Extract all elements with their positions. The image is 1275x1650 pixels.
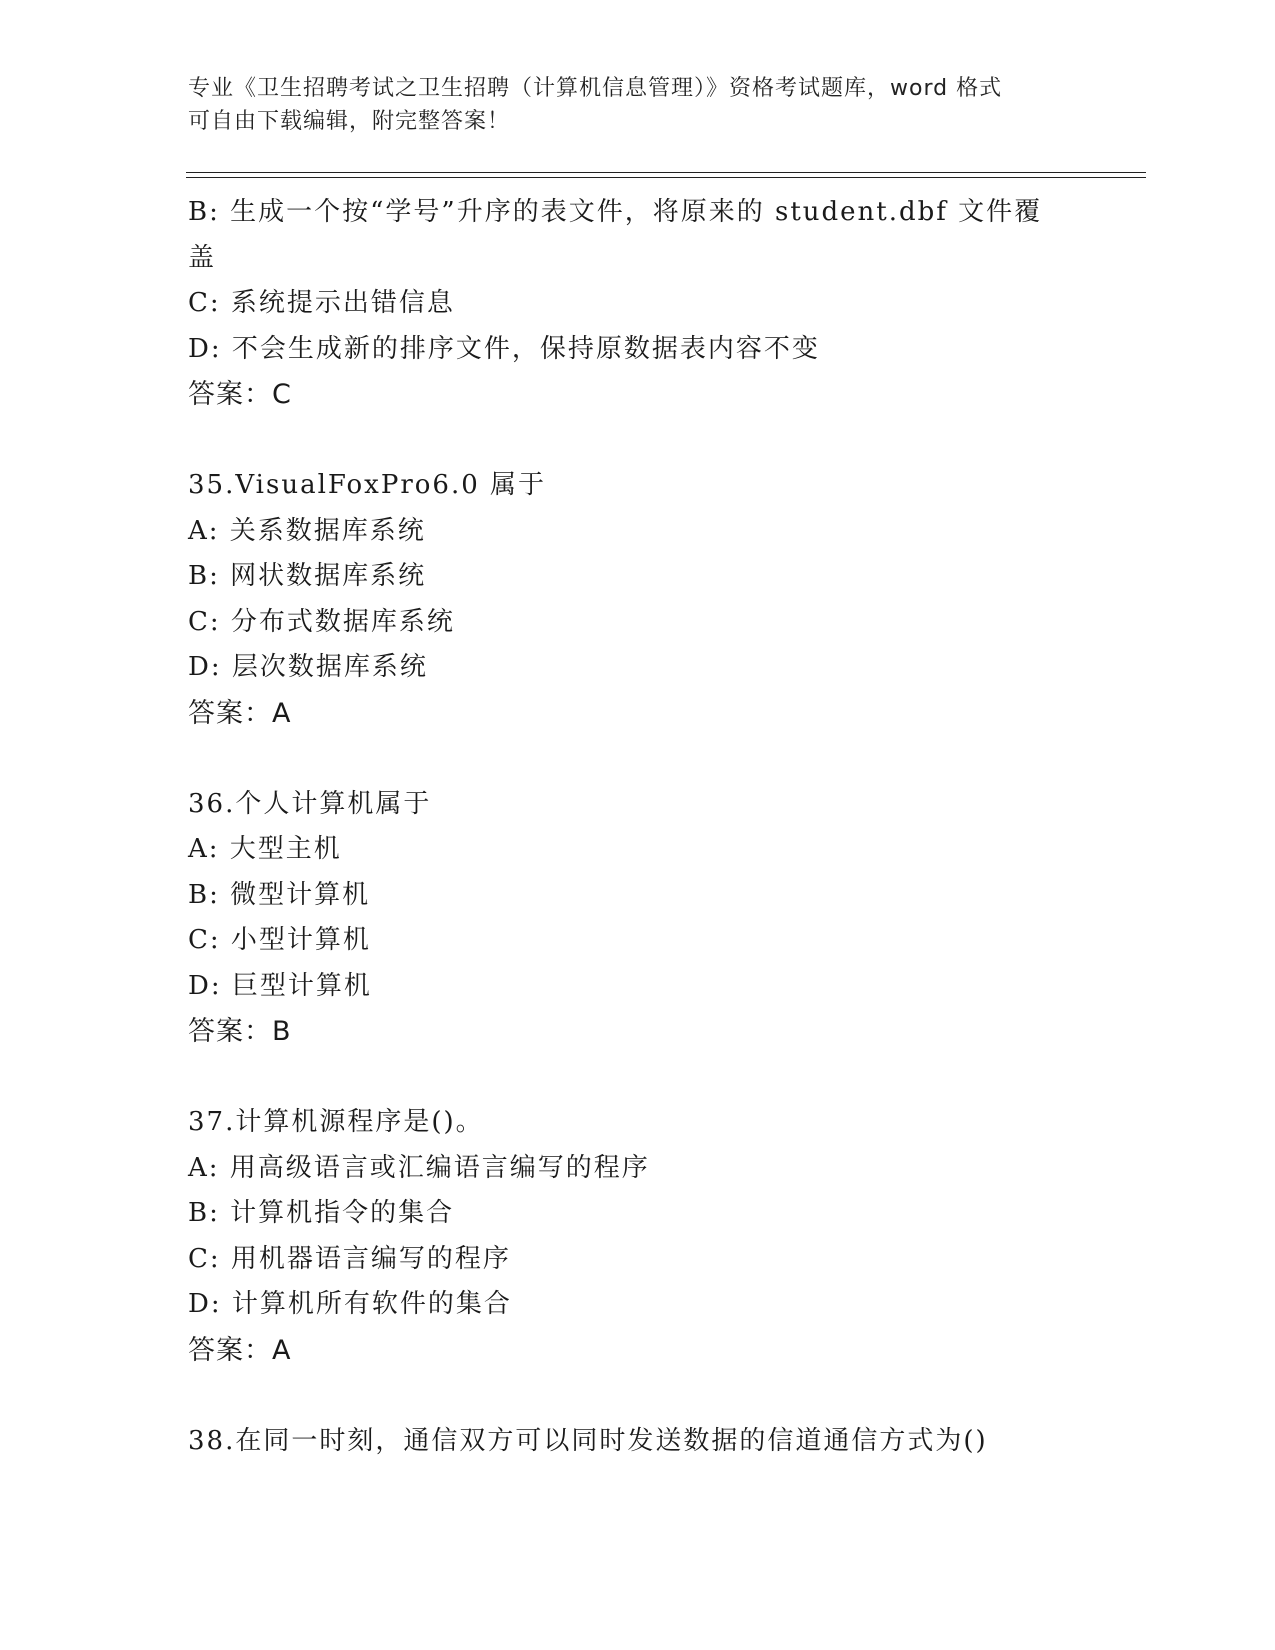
question-list: [188, 190, 1088, 1464]
question-37: [188, 1100, 1088, 1373]
answer-line: 答案：B: [188, 1016, 292, 1047]
header-line-2: 可自由下载编辑，附完整答案！: [188, 109, 511, 134]
answer-line: 答案：A: [188, 1334, 292, 1366]
option-a: A: 关系数据库系统: [188, 515, 426, 546]
question-stem: 37.计算机源程序是()。: [188, 1107, 484, 1137]
question-stem: 35.VisualFoxPro6.0 属于: [188, 470, 547, 500]
option-d: D: 层次数据库系统: [188, 652, 428, 682]
document-header: [188, 72, 1088, 138]
question-35: [188, 463, 1088, 736]
spacer: [188, 736, 1088, 782]
question-stem: 36.个人计算机属于: [188, 788, 432, 819]
answer-line: 答案：A: [188, 697, 292, 729]
question-38: [188, 1419, 1088, 1465]
option-b: B: 生成一个按“学号”升序的表文件，将原来的 student.dbf 文件覆: [188, 197, 1043, 227]
option-c: C: 用机器语言编写的程序: [188, 1243, 511, 1274]
option-d: D: 计算机所有软件的集合: [188, 1289, 512, 1319]
option-a: A: 大型主机: [188, 834, 342, 864]
answer-line: 答案：C: [188, 379, 292, 410]
spacer: [188, 418, 1088, 464]
option-d: D: 巨型计算机: [188, 970, 372, 1001]
question-stem: 38.在同一时刻，通信双方可以同时发送数据的信道通信方式为(): [188, 1425, 988, 1456]
option-b: B: 微型计算机: [188, 879, 371, 910]
prev-question-block: [188, 190, 1088, 418]
spacer: [188, 1055, 1088, 1101]
option-b: B: 网状数据库系统: [188, 561, 427, 591]
option-b-continued: 盖: [188, 242, 217, 273]
spacer: [188, 1373, 1088, 1419]
header-divider-bottom: [186, 177, 1146, 178]
option-c: C: 分布式数据库系统: [188, 606, 455, 637]
option-a: A: 用高级语言或汇编语言编写的程序: [188, 1152, 650, 1183]
option-b: B: 计算机指令的集合: [188, 1198, 455, 1228]
option-c: C: 小型计算机: [188, 925, 371, 955]
option-d: D: 不会生成新的排序文件，保持原数据表内容不变: [188, 333, 820, 364]
question-36: [188, 782, 1088, 1055]
header-divider-top: [186, 172, 1146, 173]
header-line-1: 专业《卫生招聘考试之卫生招聘（计算机信息管理）》资格考试题库，word 格式: [188, 76, 1003, 101]
option-c: C: 系统提示出错信息: [188, 288, 455, 318]
